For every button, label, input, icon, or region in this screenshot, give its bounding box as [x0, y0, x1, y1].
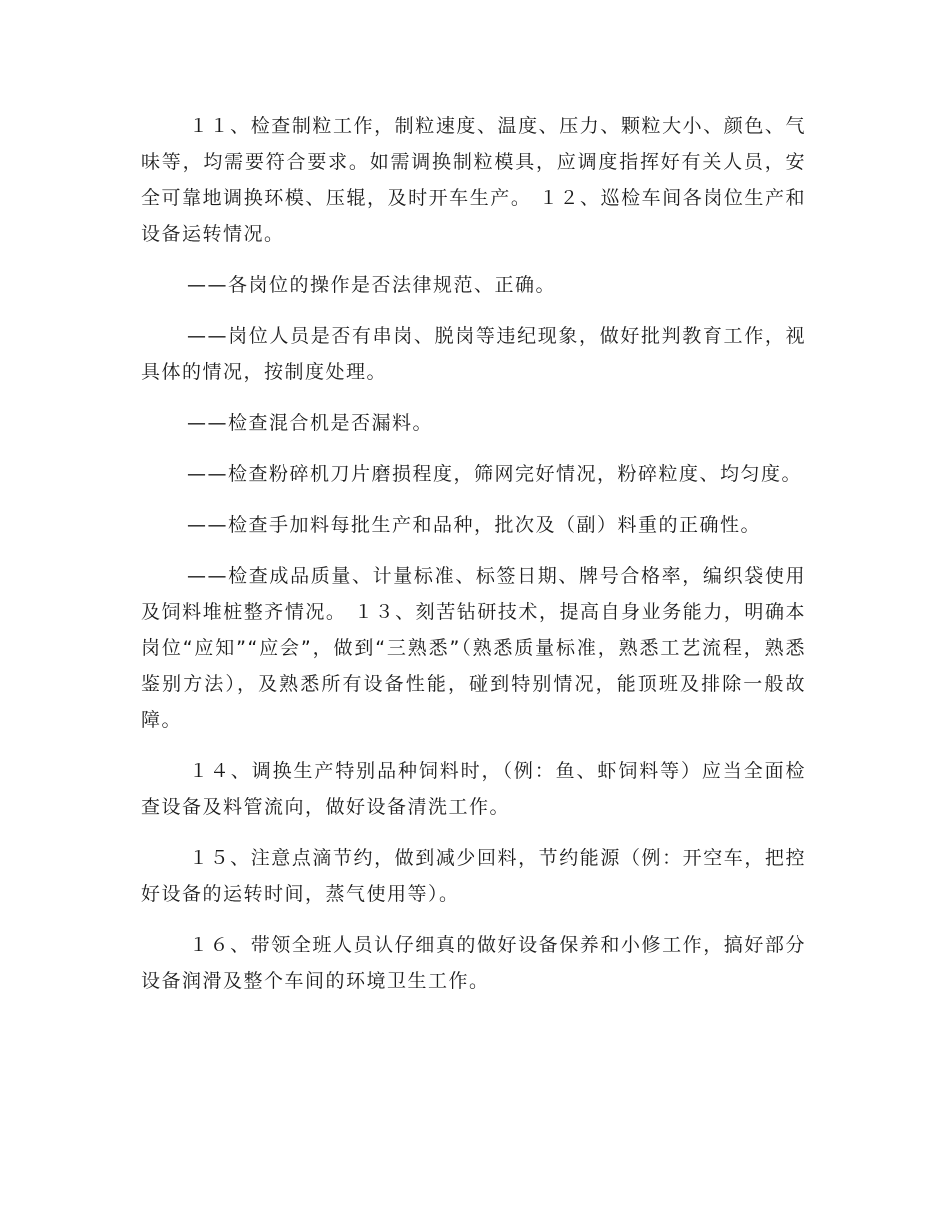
paragraph-item-11-12: １１、检查制粒工作，制粒速度、温度、压力、颗粒大小、颜色、气味等，均需要符合要求。如需调换制粒模具，应调度指挥好有关人员，安全可靠地调换环模、压辊，及时开车生产。 １２、巡检车间各岗位生产和设备运转情况。 — [141, 115, 806, 245]
paragraph-item-15: １５、注意点滴节约，做到减少回料，节约能源（例：开空车，把控好设备的运转时间，蒸气使用等）。 — [141, 847, 806, 905]
paragraph-check-grinder: ——检查粉碎机刀片磨损程度，筛网完好情况，粉碎粒度、均匀度。 — [187, 463, 803, 485]
paragraph-check-personnel: ——岗位人员是否有串岗、脱岗等违纪现象，做好批判教育工作，视具体的情况，按制度处理。 — [141, 325, 806, 383]
paragraph-check-product-quality-item-13: ——检查成品质量、计量标准、标签日期、牌号合格率，编织袋使用及饲料堆桩整齐情况。 １３、刻苦钻研技术，提高自身业务能力，明确本岗位“应知”“应会”，做到“三熟悉”（熟悉质量标准，熟悉工艺流程，熟悉鉴别方法），及熟悉所有设备性能，碰到特别情况，能顶班及排除一般故障。 — [141, 565, 806, 731]
paragraph-check-operation: ——各岗位的操作是否法律规范、正确。 — [187, 274, 557, 296]
paragraph-item-14: １４、调换生产特别品种饲料时，（例：鱼、虾饲料等）应当全面检查设备及料管流向，做好设备清洗工作。 — [141, 760, 806, 818]
paragraph-check-hand-feeding: ——检查手加料每批生产和品种，批次及（副）料重的正确性。 — [187, 514, 762, 536]
paragraph-item-16: １６、带领全班人员认仔细真的做好设备保养和小修工作，搞好部分设备润滑及整个车间的环境卫生工作。 — [141, 934, 806, 992]
paragraph-check-mixer: ——检查混合机是否漏料。 — [187, 412, 434, 434]
document-body — [141, 108, 806, 1014]
